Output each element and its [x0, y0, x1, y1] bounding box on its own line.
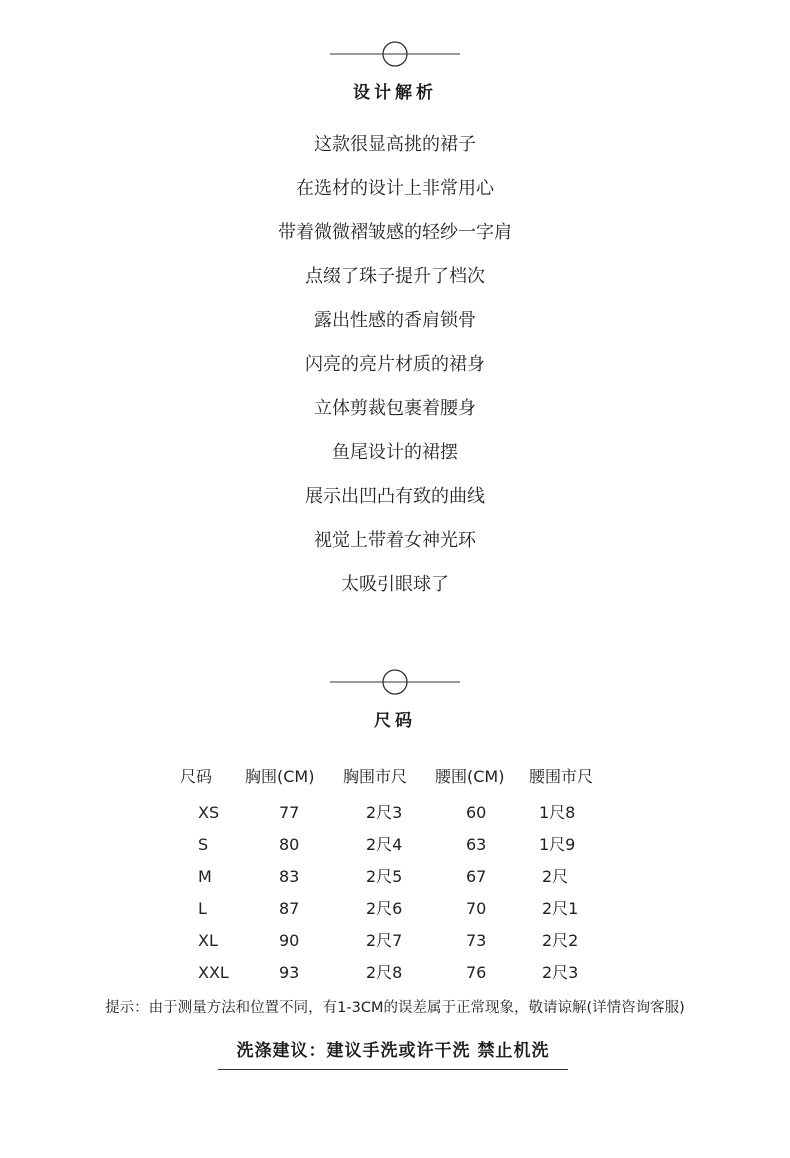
- cell-chest-cm: 90: [279, 931, 300, 950]
- cell-waist-chi: 2尺3: [542, 963, 579, 982]
- cell-chest-chi: 2尺3: [366, 803, 403, 822]
- cell-size: XXL: [198, 963, 229, 982]
- description-line: 点缀了珠子提升了档次: [305, 266, 485, 287]
- table-row: [0, 798, 790, 830]
- table-row: [0, 894, 790, 926]
- cell-waist-cm: 70: [466, 899, 487, 918]
- cell-chest-cm: 77: [279, 803, 300, 822]
- washing-advice: 洗涤建议：建议手洗或许干洗 禁止机洗: [218, 1036, 568, 1070]
- description-line: 露出性感的香肩锁骨: [314, 310, 476, 331]
- cell-waist-cm: 63: [466, 835, 487, 854]
- header-waist-cm: 腰围(CM): [435, 767, 505, 786]
- section-divider-ornament: [0, 662, 790, 702]
- cell-chest-cm: 87: [279, 899, 300, 918]
- description-line: 这款很显高挑的裙子: [314, 134, 476, 155]
- description-line: 闪亮的亮片材质的裙身: [305, 354, 485, 375]
- cell-waist-chi: 2尺: [542, 867, 569, 886]
- cell-chest-chi: 2尺7: [366, 931, 403, 950]
- description-line: 在选材的设计上非常用心: [296, 178, 494, 199]
- description-line: 带着微微褶皱感的轻纱一字肩: [278, 222, 512, 243]
- cell-chest-chi: 2尺8: [366, 963, 403, 982]
- cell-waist-cm: 60: [466, 803, 487, 822]
- cell-chest-cm: 80: [279, 835, 300, 854]
- cell-size: S: [198, 835, 209, 854]
- cell-size: XS: [198, 803, 220, 822]
- cell-waist-chi: 1尺9: [539, 835, 576, 854]
- cell-chest-chi: 2尺6: [366, 899, 403, 918]
- header-size: 尺码: [180, 767, 213, 786]
- size-table-header: [0, 762, 790, 798]
- table-row: [0, 958, 790, 990]
- size-table: [0, 762, 790, 990]
- table-row: [0, 830, 790, 862]
- description-line: 展示出凹凸有致的曲线: [305, 486, 485, 507]
- table-row: [0, 926, 790, 958]
- cell-chest-cm: 83: [279, 867, 300, 886]
- table-row: [0, 862, 790, 894]
- cell-size: M: [198, 867, 212, 886]
- cell-waist-chi: 1尺8: [539, 803, 576, 822]
- cell-size: XL: [198, 931, 218, 950]
- cell-chest-chi: 2尺4: [366, 835, 403, 854]
- design-analysis-title: 设计解析: [353, 83, 437, 103]
- description-line: 太吸引眼球了: [341, 574, 449, 595]
- description-line: 视觉上带着女神光环: [314, 530, 476, 551]
- measurement-tip: 提示：由于测量方法和位置不同，有1-3CM的误差属于正常现象，敬请谅解(详情咨询客服): [105, 1000, 685, 1016]
- cell-waist-chi: 2尺2: [542, 931, 579, 950]
- cell-waist-cm: 73: [466, 931, 487, 950]
- header-waist-chi: 腰围市尺: [529, 767, 594, 786]
- description-line: 立体剪裁包裹着腰身: [314, 398, 476, 419]
- cell-waist-cm: 76: [466, 963, 487, 982]
- cell-waist-cm: 67: [466, 867, 487, 886]
- description-line: 鱼尾设计的裙摆: [332, 442, 458, 463]
- header-chest-cm: 胸围(CM): [245, 767, 315, 786]
- cell-chest-cm: 93: [279, 963, 300, 982]
- size-chart-title: 尺码: [374, 711, 416, 731]
- cell-size: L: [198, 899, 207, 918]
- header-chest-chi: 胸围市尺: [343, 767, 408, 786]
- cell-waist-chi: 2尺1: [542, 899, 579, 918]
- cell-chest-chi: 2尺5: [366, 867, 403, 886]
- section-divider-ornament: [0, 34, 790, 74]
- design-description-list: [0, 128, 790, 612]
